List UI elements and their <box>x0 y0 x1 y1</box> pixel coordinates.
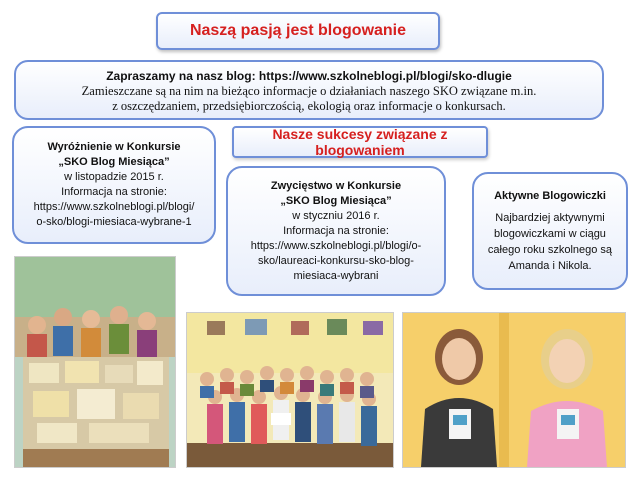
active-bloggers-line-2: blogowiczkami w ciągu <box>494 228 606 240</box>
active-bloggers-line-3: całego roku szkolnego są <box>487 244 613 256</box>
award-victory-link-part-2[interactable]: sko/laureaci-konkursu-sko-blog- <box>258 254 414 267</box>
award-distinction-date: w listopadzie 2015 r. <box>64 171 164 183</box>
award-victory-link-part-3[interactable]: miesiaca-wybrani <box>293 269 379 282</box>
blog-description-line-1: Zamieszczane są na nim na bieżąco informacje o działaniach naszego SKO związane m.in. <box>81 84 537 98</box>
award-victory-link-part-1[interactable]: https://www.szkolneblogi.pl/blogi/o- <box>250 239 422 252</box>
award-distinction-title: Wyróżnienie w Konkursie <box>47 141 181 153</box>
award-distinction-contest: „SKO Blog Miesiąca” <box>58 156 170 168</box>
award-victory-contest: „SKO Blog Miesiąca” <box>280 194 392 207</box>
award-victory-info-label: Informacja na stronie: <box>283 224 389 237</box>
award-distinction-link-part-2[interactable]: o-sko/blogi-miesiaca-wybrane-1 <box>36 216 192 228</box>
active-bloggers-line-4: Amanda i Nikola. <box>508 260 592 272</box>
blog-description-line-2: z oszczędzaniem, przedsiębiorczością, ekologią oraz informacje o konkursach. <box>112 99 506 113</box>
active-bloggers-line-1: Najbardziej aktywnymi <box>495 212 605 224</box>
active-bloggers-card <box>472 172 628 290</box>
award-distinction-card <box>12 126 216 244</box>
award-victory-card <box>226 166 446 296</box>
successes-title: Nasze sukcesy związane z blogowaniem <box>232 126 488 158</box>
award-victory-title: Zwycięstwo w Konkursie <box>270 179 402 192</box>
award-distinction-link-part-1[interactable]: https://www.szkolneblogi.pl/blogi/ <box>33 201 195 213</box>
blog-invite-line: Zapraszamy na nasz blog: https://www.szkolneblogi.pl/blogi/sko-dlugie <box>106 69 512 83</box>
class-group-photo <box>186 312 394 468</box>
page-title: Naszą pasją jest blogowanie <box>156 12 440 50</box>
students-with-coins-photo <box>14 256 176 468</box>
blog-info-box <box>14 60 604 120</box>
award-distinction-info-label: Informacja na stronie: <box>61 186 167 198</box>
active-bloggers-photo <box>402 312 626 468</box>
award-victory-date: w styczniu 2016 r. <box>292 209 380 222</box>
active-bloggers-heading: Aktywne Blogowiczki <box>494 190 606 202</box>
